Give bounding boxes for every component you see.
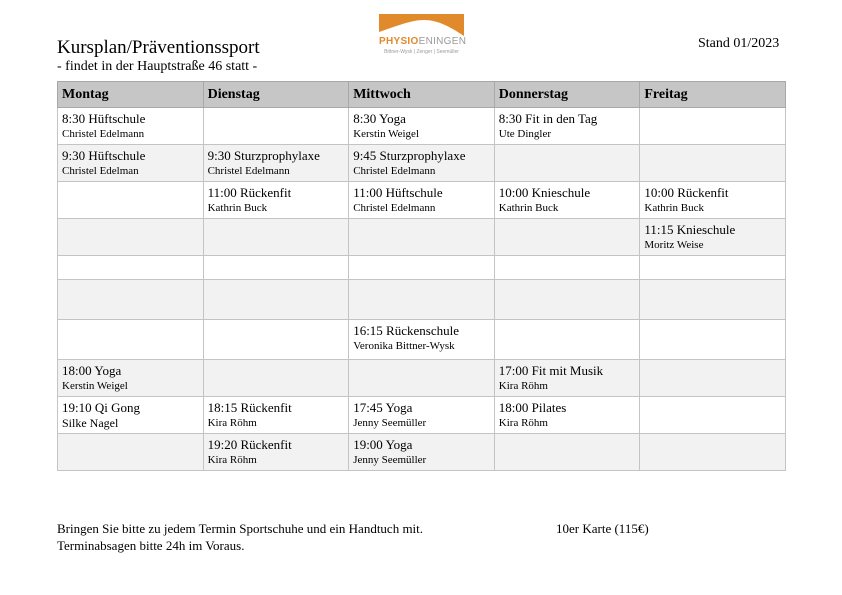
brand-logo: [379, 14, 467, 55]
course-name: 8:30 Hüftschule: [62, 111, 146, 126]
schedule-cell: [640, 256, 786, 280]
table-row: [58, 182, 786, 219]
schedule-cell: [640, 397, 786, 434]
day-header: Freitag: [640, 82, 786, 108]
day-header: Montag: [58, 82, 204, 108]
course-trainer: Kerstin Weigel: [353, 128, 419, 140]
schedule-cell: [349, 280, 495, 320]
footer-note: Bringen Sie bitte zu jedem Termin Sportschuhe und ein Handtuch mit.: [57, 521, 424, 536]
schedule-cell: [640, 434, 786, 471]
course-trainer: Veronika Bittner-Wysk: [353, 340, 455, 352]
schedule-cell: [640, 219, 786, 256]
schedule-cell: [494, 434, 640, 471]
schedule-cell: [349, 145, 495, 182]
day-header: Dienstag: [203, 82, 349, 108]
schedule-cell: [494, 397, 640, 434]
course-name: 16:15 Rückenschule: [353, 323, 459, 338]
table-row: [58, 280, 786, 320]
schedule-cell: [203, 182, 349, 219]
table-row: [58, 256, 786, 280]
course-name: 18:00 Pilates: [498, 400, 567, 415]
schedule-cell: [640, 360, 786, 397]
course-trainer: Kira Röhm: [207, 417, 257, 429]
logo-wordmark: PHYSIOENINGEN: [379, 36, 467, 47]
schedule-cell: [203, 434, 349, 471]
table-row: [58, 108, 786, 145]
schedule-cell: [203, 360, 349, 397]
course-schedule-table: [57, 81, 786, 471]
schedule-cell: [349, 108, 495, 145]
course-trainer: Christel Edelman: [62, 165, 139, 177]
course-trainer: Kira Röhm: [207, 454, 257, 466]
schedule-cell: [494, 108, 640, 145]
table-row: [58, 397, 786, 434]
course-name: 19:20 Rückenfit: [207, 437, 292, 452]
schedule-cell: [349, 219, 495, 256]
course-name: 18:15 Rückenfit: [207, 400, 292, 415]
schedule-cell: [58, 360, 204, 397]
course-name: 8:30 Yoga: [353, 111, 406, 126]
course-trainer: Christel Edelmann: [353, 202, 436, 214]
schedule-cell: [494, 256, 640, 280]
stand-date: Stand 01/2023: [698, 36, 780, 51]
schedule-cell: [58, 256, 204, 280]
schedule-cell: [349, 320, 495, 360]
day-header: Donnerstag: [494, 82, 640, 108]
course-trainer: Christel Edelmann: [62, 128, 145, 140]
day-header-row: [58, 82, 786, 108]
logo-tagline: Bittner-Wysk | Zenger | Seemüller: [384, 49, 459, 55]
course-trainer: Jenny Seemüller: [353, 417, 427, 429]
page-subtitle: - findet in der Hauptstraße 46 statt -: [57, 59, 258, 74]
schedule-cell: [58, 182, 204, 219]
schedule-cell: [58, 219, 204, 256]
schedule-cell: [640, 108, 786, 145]
logo-roof-icon: [379, 14, 464, 36]
course-trainer: Christel Edelmann: [207, 165, 290, 177]
course-name: 19:10 Qi Gong: [62, 400, 140, 415]
schedule-cell: [203, 256, 349, 280]
table-row: [58, 145, 786, 182]
course-trainer: Silke Nagel: [62, 416, 119, 430]
schedule-cell: [494, 280, 640, 320]
schedule-cell: [349, 256, 495, 280]
schedule-cell: [349, 182, 495, 219]
course-trainer: Kira Röhm: [498, 417, 548, 429]
table-row: [58, 320, 786, 360]
course-trainer: Kathrin Buck: [207, 202, 268, 214]
course-name: 9:45 Sturzprophylaxe: [353, 148, 466, 163]
footer-note: Terminabsagen bitte 24h im Voraus.: [57, 538, 245, 553]
course-name: 8:30 Fit in den Tag: [498, 111, 598, 126]
course-trainer: Kerstin Weigel: [62, 380, 128, 392]
schedule-cell: [494, 182, 640, 219]
schedule-cell: [494, 360, 640, 397]
table-row: [58, 434, 786, 471]
schedule-cell: [58, 280, 204, 320]
course-name: 17:00 Fit mit Musik: [498, 363, 604, 378]
schedule-cell: [58, 434, 204, 471]
schedule-cell: [203, 219, 349, 256]
course-name: 11:15 Knieschule: [644, 222, 736, 237]
course-trainer: Christel Edelmann: [353, 165, 436, 177]
schedule-cell: [640, 280, 786, 320]
schedule-cell: [494, 145, 640, 182]
course-name: 17:45 Yoga: [353, 400, 413, 415]
page-title: Kursplan/Präventionssport: [57, 37, 260, 58]
course-name: 11:00 Hüftschule: [353, 185, 443, 200]
schedule-cell: [58, 320, 204, 360]
course-name: 10:00 Rückenfit: [644, 185, 729, 200]
course-name: 11:00 Rückenfit: [207, 185, 292, 200]
schedule-cell: [640, 182, 786, 219]
schedule-cell: [640, 145, 786, 182]
schedule-cell: [203, 320, 349, 360]
course-name: 18:00 Yoga: [62, 363, 122, 378]
schedule-cell: [640, 320, 786, 360]
course-trainer: Moritz Weise: [644, 239, 704, 251]
course-trainer: Jenny Seemüller: [353, 454, 427, 466]
day-header: Mittwoch: [349, 82, 495, 108]
schedule-cell: [58, 108, 204, 145]
schedule-cell: [58, 397, 204, 434]
course-name: 9:30 Hüftschule: [62, 148, 146, 163]
course-trainer: Kathrin Buck: [644, 202, 704, 214]
schedule-cell: [494, 320, 640, 360]
course-name: 10:00 Knieschule: [498, 185, 591, 200]
schedule-cell: [349, 434, 495, 471]
schedule-cell: [203, 280, 349, 320]
course-trainer: Kathrin Buck: [498, 202, 559, 214]
course-trainer: Ute Dingler: [498, 128, 552, 140]
schedule-cell: [203, 108, 349, 145]
schedule-cell: [203, 145, 349, 182]
course-name: 19:00 Yoga: [353, 437, 413, 452]
schedule-cell: [349, 360, 495, 397]
course-name: 9:30 Sturzprophylaxe: [207, 148, 320, 163]
schedule-cell: [494, 219, 640, 256]
course-trainer: Kira Röhm: [498, 380, 548, 392]
table-row: [58, 219, 786, 256]
price-info: 10er Karte (115€): [556, 521, 649, 536]
schedule-cell: [349, 397, 495, 434]
schedule-cell: [203, 397, 349, 434]
schedule-cell: [58, 145, 204, 182]
table-row: [58, 360, 786, 397]
